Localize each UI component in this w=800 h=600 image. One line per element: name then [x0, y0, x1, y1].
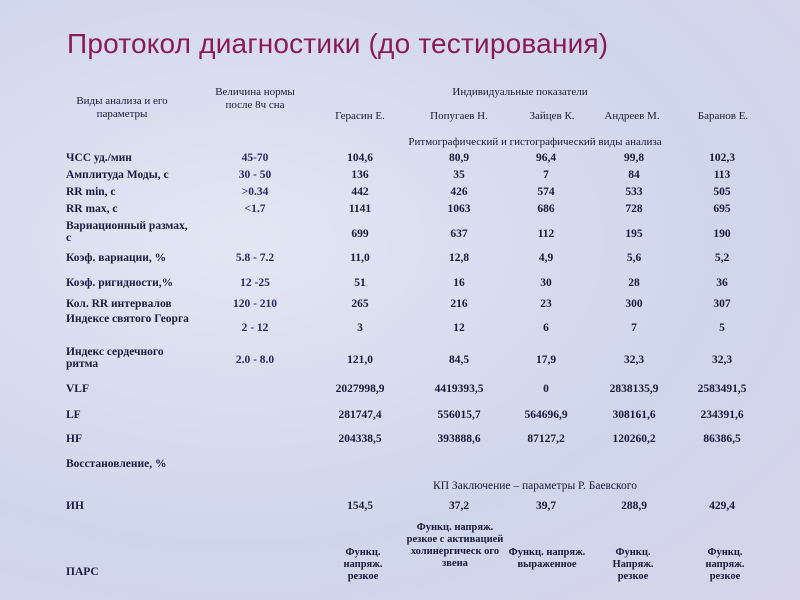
- cell-value: 0: [543, 383, 549, 395]
- header-analysis-types: Виды анализа и его параметры: [76, 95, 168, 120]
- row-label: Коэф. вариации, %: [66, 252, 167, 264]
- cell-value: 96,4: [535, 152, 557, 164]
- cell-value: 99,8: [623, 152, 645, 164]
- cell-value: 3: [357, 322, 363, 334]
- cell-value: 136: [351, 169, 369, 181]
- section-baevsky: КП Заключение – параметры Р. Баевского: [433, 480, 637, 492]
- cell-value: 281747,4: [338, 409, 382, 421]
- cell-value: 204338,5: [338, 433, 382, 445]
- cell-value: 16: [453, 277, 465, 289]
- cell-value: 556015,7: [437, 409, 481, 421]
- cell-value: 5: [719, 322, 725, 334]
- cell-value: 23: [540, 298, 552, 310]
- cell-value: 505: [713, 186, 731, 198]
- cell-value: 300: [625, 298, 643, 310]
- row-label: RR max, с: [66, 203, 118, 215]
- cell-value: 2027998,9: [335, 383, 385, 395]
- row-label: LF: [66, 409, 81, 421]
- person-name: Баранов Е.: [697, 110, 749, 122]
- norm-value: 45-70: [241, 152, 269, 164]
- in-value: 429,4: [709, 500, 735, 512]
- in-value: 154,5: [347, 500, 373, 512]
- cell-value: 86386,5: [703, 433, 741, 445]
- pars-value: Функц. Напряж. резкое: [612, 547, 654, 582]
- cell-value: 6: [543, 322, 549, 334]
- cell-value: 442: [351, 186, 369, 198]
- cell-value: 426: [450, 186, 468, 198]
- pars-value: Функц. напряж. выраженное: [508, 547, 586, 570]
- person-name: Герасин Е.: [335, 110, 385, 122]
- cell-value: 30: [540, 277, 552, 289]
- cell-value: 87127,2: [527, 433, 565, 445]
- row-label: ЧСС уд./мин: [66, 152, 132, 164]
- cell-value: 84: [628, 169, 640, 181]
- norm-value: 30 - 50: [238, 169, 272, 181]
- cell-value: 234391,6: [700, 409, 744, 421]
- cell-value: 80,9: [448, 152, 470, 164]
- cell-value: 5,6: [626, 252, 642, 264]
- row-label-pars: ПАРС: [66, 566, 99, 578]
- cell-value: 7: [631, 322, 637, 334]
- cell-value: 11,0: [350, 252, 370, 264]
- cell-value: 5,2: [714, 252, 730, 264]
- norm-value: 2.0 - 8.0: [235, 354, 275, 366]
- cell-value: 307: [713, 298, 731, 310]
- cell-value: 308161,6: [612, 409, 656, 421]
- row-label: Кол. RR интервалов: [66, 298, 172, 310]
- row-label: VLF: [66, 383, 89, 395]
- cell-value: 4,9: [538, 252, 554, 264]
- cell-value: 32,3: [711, 354, 733, 366]
- cell-value: 17,9: [535, 354, 557, 366]
- norm-value: <1.7: [244, 203, 266, 215]
- header-norm: Величина нормы после 8ч сна: [215, 86, 295, 111]
- pars-value: Функц. напряж. резкое: [705, 547, 745, 582]
- cell-value: 104,6: [347, 152, 373, 164]
- cell-value: 699: [351, 228, 369, 240]
- row-label: Индекс сердечного ритма: [66, 346, 164, 370]
- cell-value: 2838135,9: [609, 383, 659, 395]
- cell-value: 1141: [348, 203, 372, 215]
- cell-value: 112: [537, 228, 555, 240]
- cell-value: 728: [625, 203, 643, 215]
- row-label: Вариационный размах, с: [66, 220, 188, 244]
- cell-value: 28: [628, 277, 640, 289]
- cell-value: 35: [453, 169, 465, 181]
- cell-value: 393888,6: [437, 433, 481, 445]
- row-label-in: ИН: [66, 500, 84, 512]
- cell-value: 190: [713, 228, 731, 240]
- cell-value: 84,5: [448, 354, 470, 366]
- in-value: 37,2: [448, 500, 470, 512]
- section-rhythmographic: Ритмографический и гистографический виды анализа: [408, 136, 662, 148]
- cell-value: 32,3: [623, 354, 645, 366]
- norm-value: >0.34: [241, 186, 269, 198]
- cell-value: 12: [453, 322, 465, 334]
- in-value: 39,7: [535, 500, 557, 512]
- header-individual: Индивидуальные показатели: [452, 86, 588, 98]
- row-label: Индексе святого Георга: [66, 313, 189, 325]
- page-title: Протокол диагностики (до тестирования): [67, 28, 609, 59]
- cell-value: 4419393,5: [434, 383, 484, 395]
- cell-value: 102,3: [709, 152, 735, 164]
- pars-value: Функц. напряж. резкое с активацией холинергическ ого звена: [406, 522, 504, 569]
- cell-value: 195: [625, 228, 643, 240]
- cell-value: 533: [625, 186, 643, 198]
- row-label: HF: [66, 433, 82, 445]
- cell-value: 113: [713, 169, 731, 181]
- in-value: 288,9: [621, 500, 647, 512]
- norm-value: 12 -25: [240, 277, 270, 289]
- cell-value: 574: [537, 186, 555, 198]
- cell-value: 120260,2: [612, 433, 656, 445]
- pars-value: Функц. напряж. резкое: [343, 547, 383, 582]
- person-name: Попугаев Н.: [430, 110, 488, 122]
- cell-value: 695: [713, 203, 731, 215]
- cell-value: 686: [537, 203, 555, 215]
- cell-value: 637: [450, 228, 468, 240]
- norm-value: 5.8 - 7.2: [235, 252, 275, 264]
- cell-value: 121,0: [347, 354, 373, 366]
- cell-value: 265: [351, 298, 369, 310]
- person-name: Зайцев К.: [529, 110, 575, 122]
- cell-value: 564696,9: [524, 409, 568, 421]
- cell-value: 12,8: [448, 252, 470, 264]
- row-label: RR min, с: [66, 186, 116, 198]
- cell-value: 2583491,5: [697, 383, 747, 395]
- row-label: Коэф. ригидности,%: [66, 277, 174, 289]
- cell-value: 51: [354, 277, 366, 289]
- cell-value: 1063: [447, 203, 471, 215]
- norm-value: 120 - 210: [232, 298, 278, 310]
- row-label: Восстановление, %: [66, 458, 167, 470]
- cell-value: 36: [716, 277, 728, 289]
- cell-value: 7: [543, 169, 549, 181]
- norm-value: 2 - 12: [241, 322, 269, 334]
- cell-value: 216: [450, 298, 468, 310]
- row-label: Амплитуда Моды, с: [66, 169, 169, 181]
- person-name: Андреев М.: [604, 110, 660, 122]
